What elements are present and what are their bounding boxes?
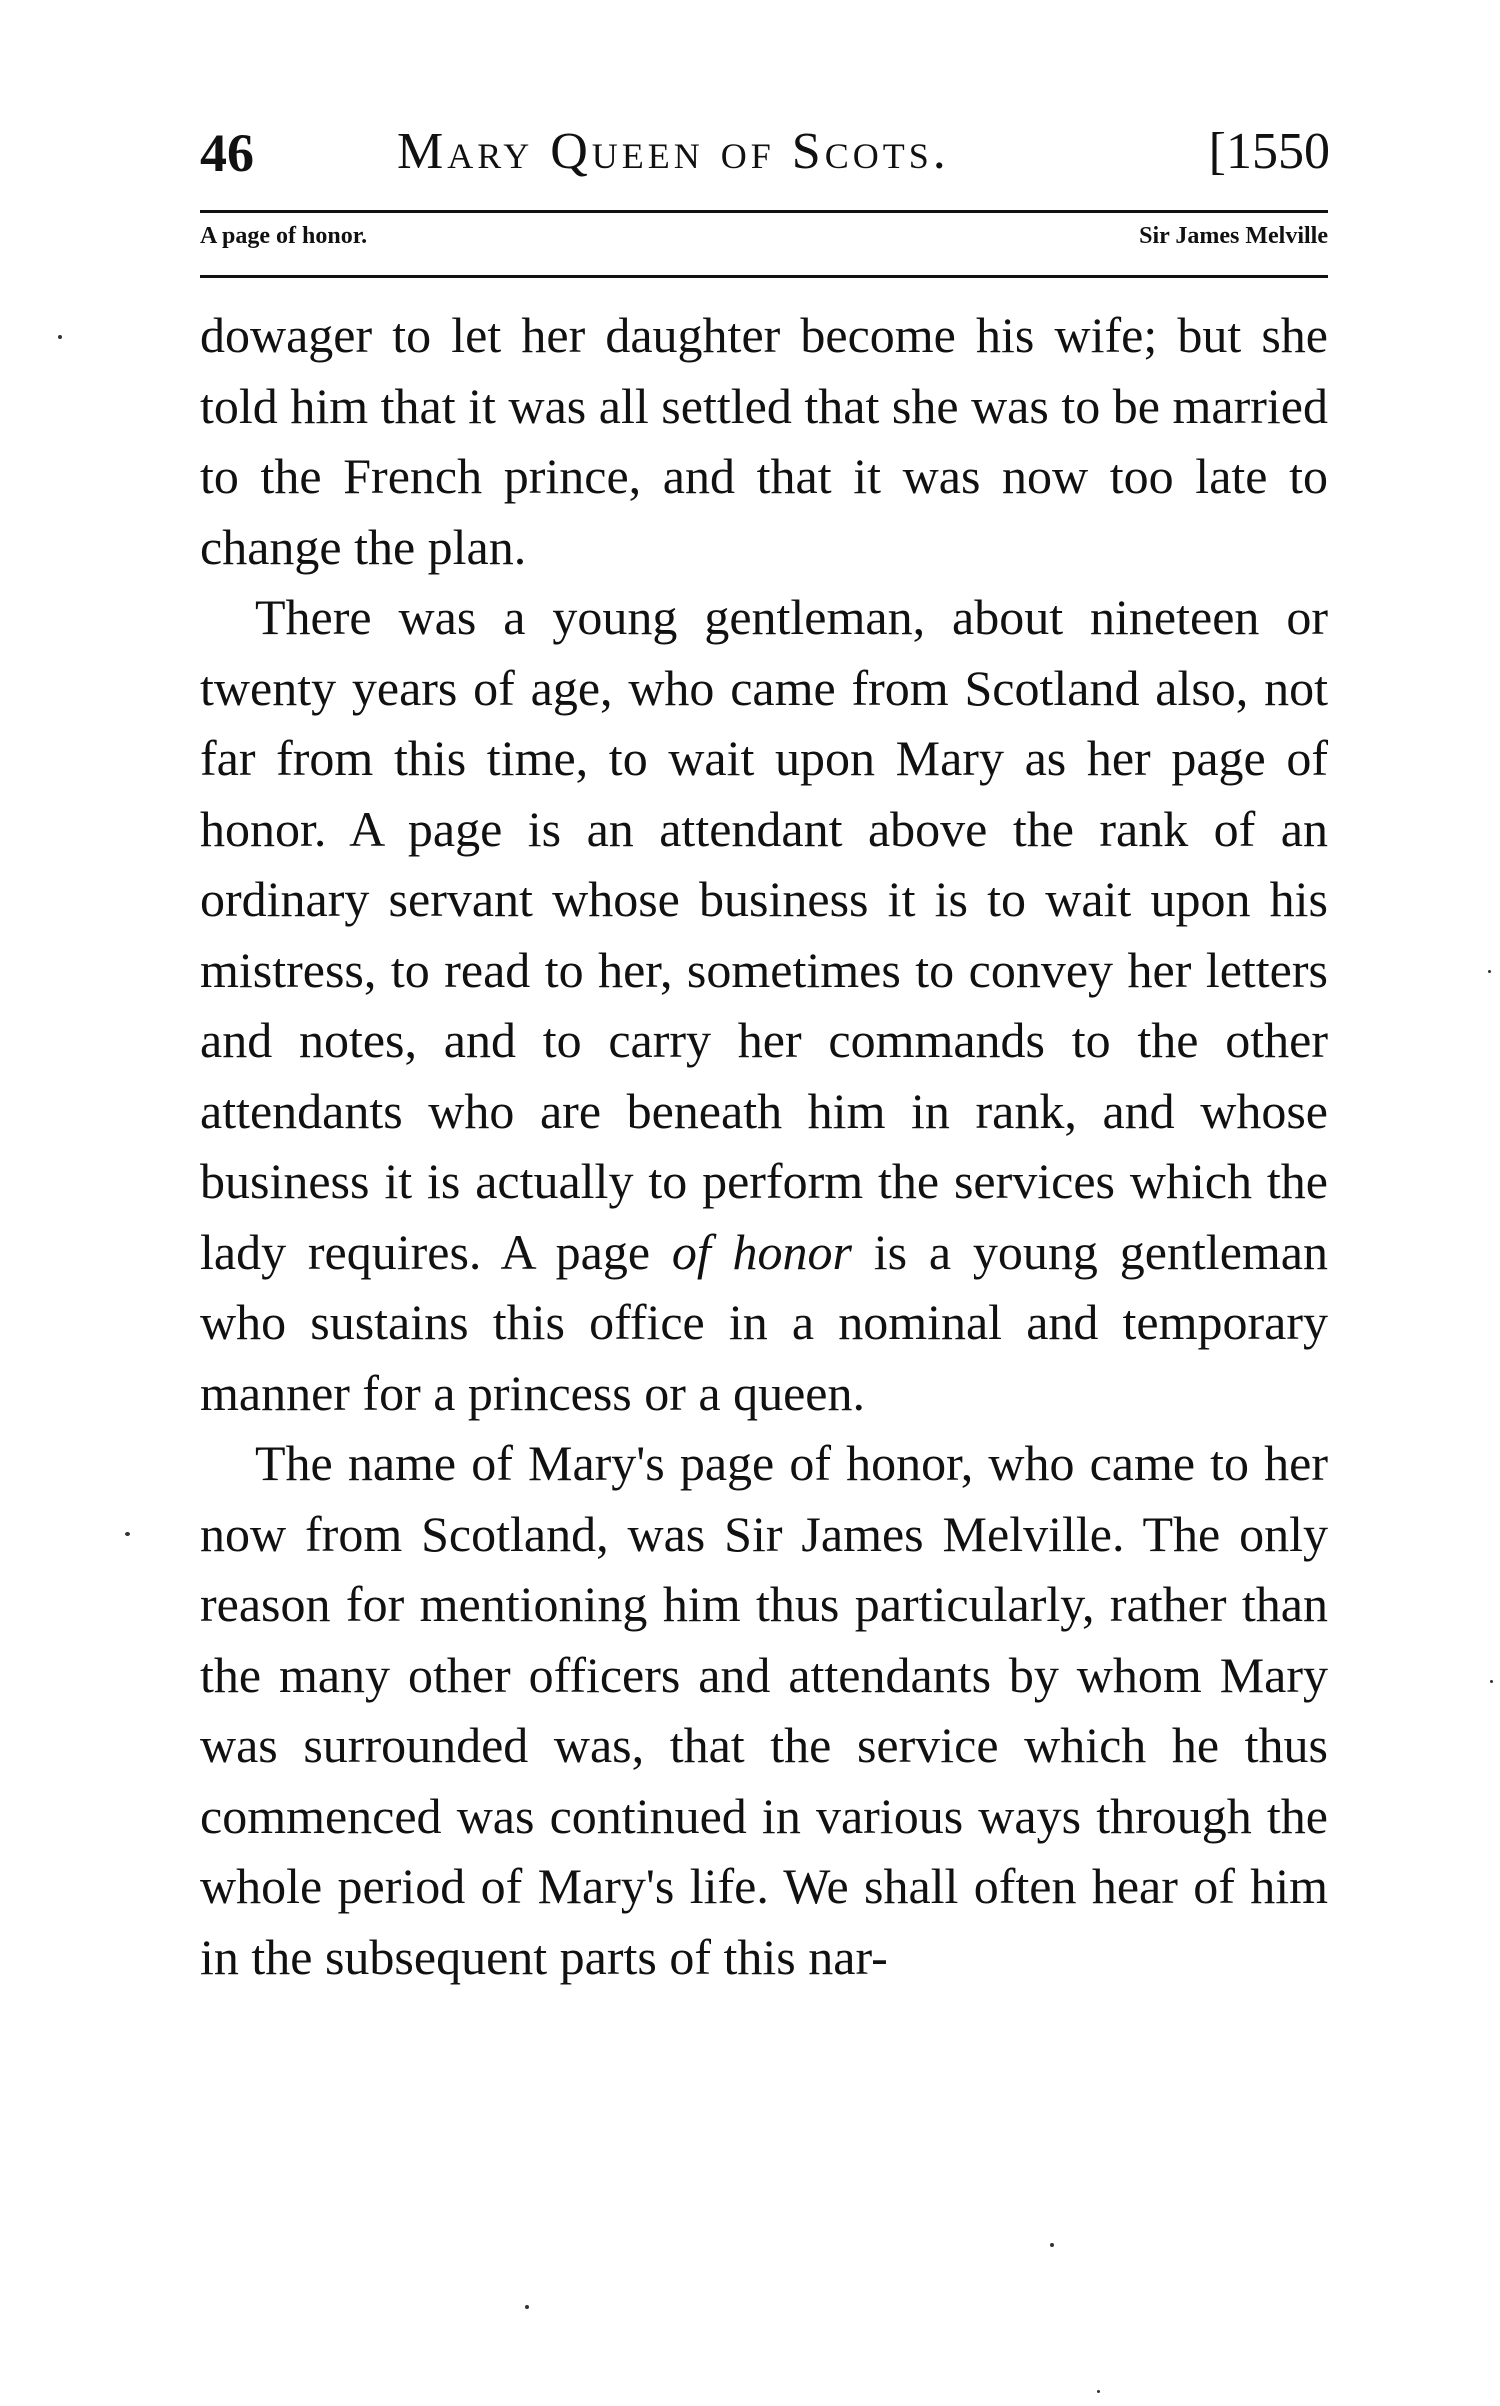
paragraph-1: dowager to let her daughter become his wife; but she told him that it was all settled that she was to be married to the French prince, and that it was now too late to change the plan.	[200, 307, 1328, 575]
margin-speck	[125, 1532, 130, 1536]
paragraph-2	[200, 582, 1328, 1428]
margin-speck	[1488, 970, 1491, 973]
margin-speck	[1050, 2243, 1054, 2247]
body-text	[200, 300, 1328, 1992]
margin-speck	[525, 2305, 529, 2309]
sidenote-left: A page of honor.	[200, 223, 368, 249]
sidenote-right: Sir James Melville	[1139, 223, 1328, 249]
header-date: [1550	[1208, 123, 1330, 180]
margin-speck	[1097, 2390, 1100, 2393]
sidenote-bar	[200, 223, 1328, 263]
paragraph-2-text-b: is a young gentleman who sustains this office in a nominal and temporary manner for a princess or a queen.	[200, 1223, 1328, 1421]
paragraph-2-italic: of honor	[671, 1223, 852, 1280]
page-header	[200, 112, 1330, 192]
margin-speck	[1490, 1680, 1493, 1683]
paragraph-3: The name of Mary's page of honor, who came to her now from Scotland, was Sir James Melville. The only reason for mentioning him thus particularly, rather than the many other officers and attendants by whom Mary was surrounded was, that the service which he thus commenced was continued in various ways through the whole period of Mary's life. We shall often hear of him in the subsequent parts of this nar-	[200, 1435, 1328, 1985]
header-rule-bottom	[200, 275, 1328, 278]
header-rule-top	[200, 210, 1328, 213]
paragraph-2-text-a: There was a young gentleman, about nineteen or twenty years of age, who came from Scotland also, not far from this time, to wait upon Mary as her page of honor. A page is an attendant above the rank of an ordinary servant whose business it is to wait upon his mistress, to read to her, sometimes to convey her letters and notes, and to carry her commands to the other attendants who are beneath him in rank, and whose business it is actually to perform the services which the lady requires. A page	[200, 589, 1328, 1280]
running-title: Mary Queen of Scots.	[397, 123, 950, 180]
margin-speck	[58, 335, 62, 339]
page-number: 46	[200, 123, 254, 183]
